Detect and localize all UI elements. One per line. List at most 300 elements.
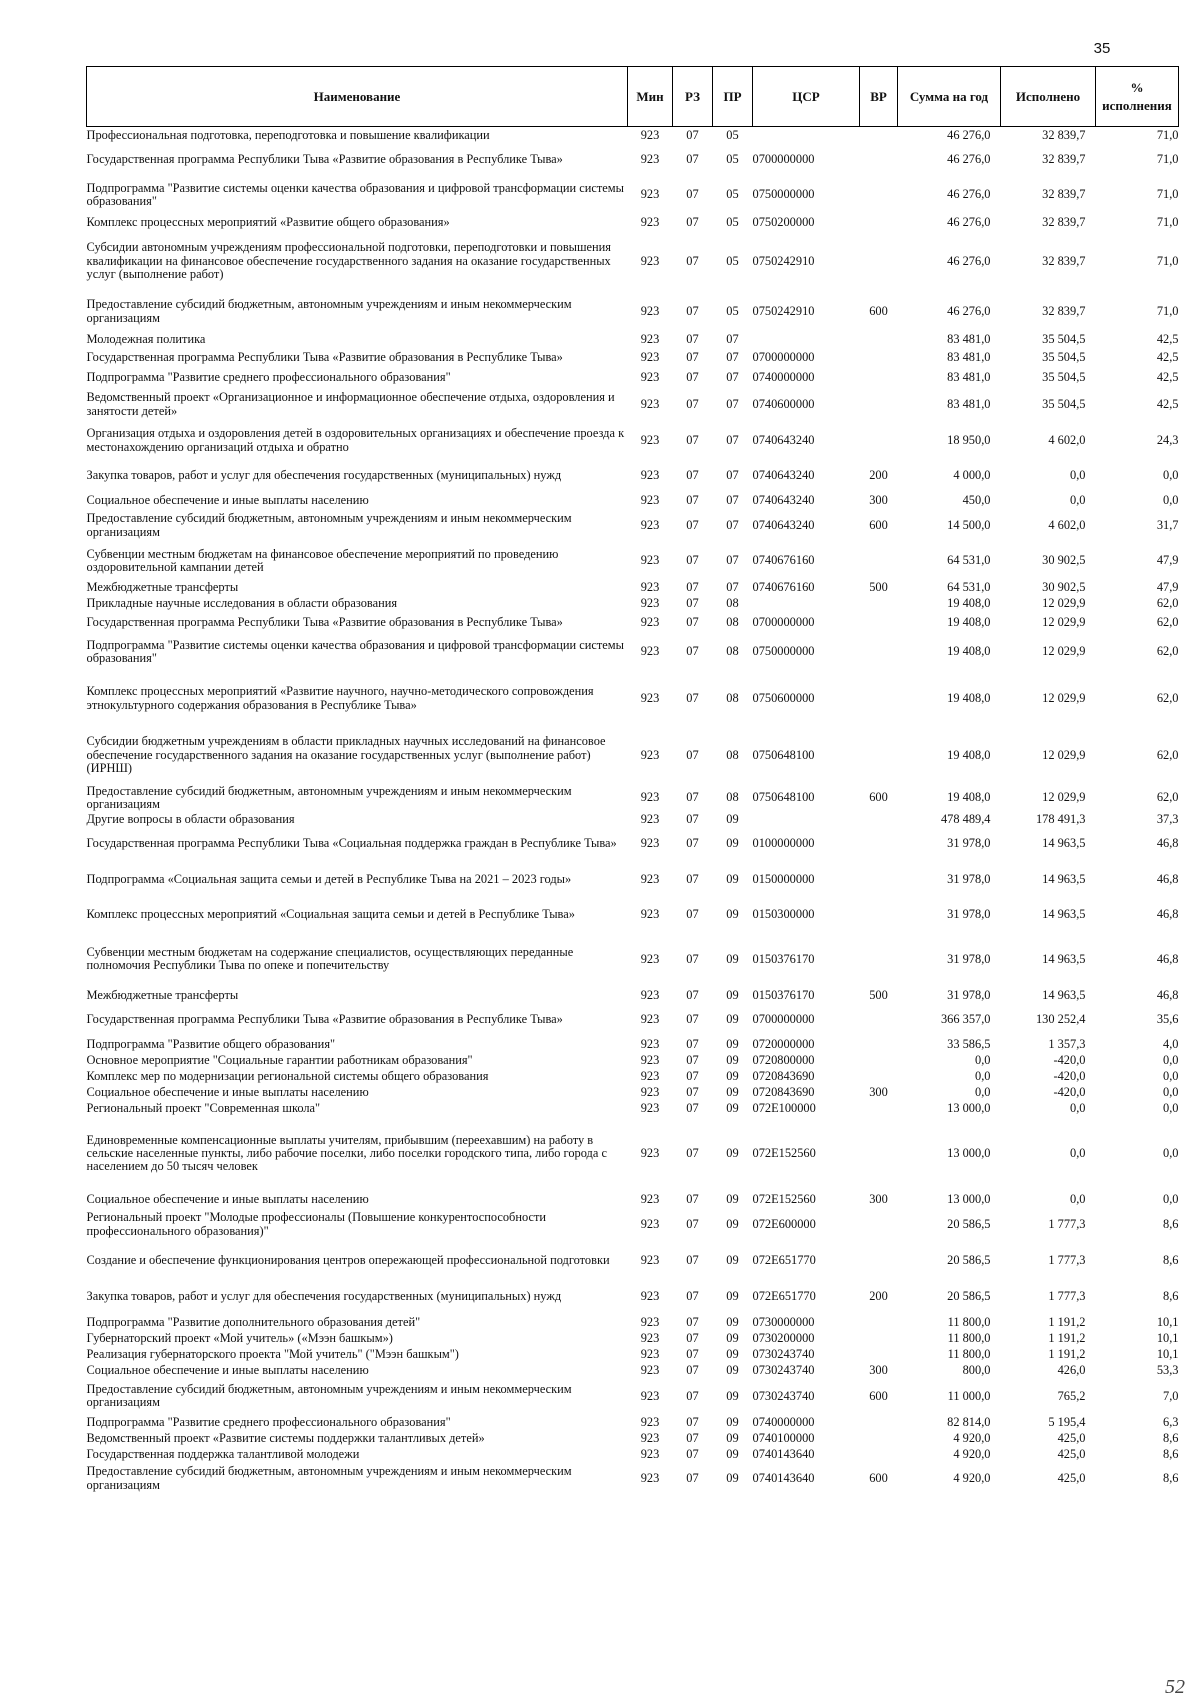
row-annual-sum: 19 408,0 xyxy=(947,790,991,805)
table-row xyxy=(87,543,1179,580)
row-executed: 35 504,5 xyxy=(1042,369,1086,384)
row-annual-sum: 83 481,0 xyxy=(947,396,991,411)
row-target-article: 0720000000 xyxy=(752,1036,815,1051)
row-subsection: 09 xyxy=(726,1388,739,1403)
row-annual-sum: 31 978,0 xyxy=(947,871,991,886)
table-row xyxy=(87,368,1179,388)
row-ministry: 923 xyxy=(640,1430,660,1445)
table-row xyxy=(87,1242,1179,1278)
row-name: Подпрограмма "Развитие среднего профессионального образования" xyxy=(86,1414,451,1429)
row-section: 07 xyxy=(686,1191,699,1206)
row-name: Закупка товаров, работ и услуг для обеспечения государственных (муниципальных) нужд xyxy=(86,468,562,483)
row-expense-type xyxy=(860,1430,898,1446)
row-execution-percent: 46,8 xyxy=(1156,951,1179,966)
row-name: Организация отдыха и оздоровления детей в оздоровительных организациях и обеспечение проезда к местонахождению организаций отдыха и обратно xyxy=(86,426,625,454)
row-executed: 1 191,2 xyxy=(1048,1314,1086,1329)
row-subsection: 09 xyxy=(726,1430,739,1445)
row-subsection: 09 xyxy=(726,987,739,1002)
row-executed: 14 963,5 xyxy=(1042,836,1086,851)
row-ministry: 923 xyxy=(640,396,660,411)
row-name: Региональный проект "Современная школа" xyxy=(86,1100,321,1115)
row-name: Другие вопросы в области образования xyxy=(86,811,295,826)
row-expense-type: 500 xyxy=(869,987,888,1002)
row-subsection: 09 xyxy=(726,1330,739,1345)
row-executed: 1 777,3 xyxy=(1048,1217,1086,1232)
row-expense-type xyxy=(860,543,898,580)
table-row xyxy=(87,214,1179,232)
row-expense-type xyxy=(860,1003,898,1036)
row-target-article: 0700000000 xyxy=(752,349,815,364)
row-annual-sum: 4 920,0 xyxy=(953,1430,991,1445)
row-target-article: 0750648100 xyxy=(752,790,815,805)
header-ministry: Мин xyxy=(628,67,673,127)
row-executed: 35 504,5 xyxy=(1042,349,1086,364)
row-subsection: 05 xyxy=(726,214,739,229)
row-name: Межбюджетные трансферты xyxy=(86,579,239,594)
row-executed: 0,0 xyxy=(1070,1191,1086,1206)
table-row xyxy=(87,1116,1179,1191)
row-target-article: 0750242910 xyxy=(752,303,815,318)
row-executed: 0,0 xyxy=(1070,1146,1086,1161)
row-name: Подпрограмма «Социальная защита семьи и детей в Республике Тыва на 2021 – 2023 годы» xyxy=(86,871,572,886)
row-section: 07 xyxy=(686,1100,699,1115)
row-execution-percent: 8,6 xyxy=(1163,1217,1179,1232)
row-name: Подпрограмма "Развитие среднего профессионального образования" xyxy=(86,369,451,384)
row-target-article: 0740600000 xyxy=(752,396,815,411)
row-section: 07 xyxy=(686,644,699,659)
row-name: Профессиональная подготовка, переподготовка и повышение квалификации xyxy=(86,127,490,142)
row-execution-percent: 8,6 xyxy=(1163,1288,1179,1303)
row-name: Межбюджетные трансферты xyxy=(86,987,239,1002)
table-row xyxy=(87,1036,1179,1052)
row-section: 07 xyxy=(686,1346,699,1361)
row-ministry: 923 xyxy=(640,553,660,568)
row-expense-type: 600 xyxy=(869,1388,888,1403)
table-row xyxy=(87,811,1179,827)
row-executed: 12 029,9 xyxy=(1042,614,1086,629)
table-row xyxy=(87,177,1179,214)
row-expense-type: 600 xyxy=(869,1471,888,1486)
row-target-article: 0740143640 xyxy=(752,1446,815,1461)
row-section: 07 xyxy=(686,1012,699,1027)
row-ministry: 923 xyxy=(640,349,660,364)
row-ministry: 923 xyxy=(640,747,660,762)
row-ministry: 923 xyxy=(640,127,660,142)
row-section: 07 xyxy=(686,349,699,364)
row-name: Предоставление субсидий бюджетным, автономным учреждениям и иным некоммерческим организациям xyxy=(86,297,572,325)
row-expense-type: 300 xyxy=(869,1084,888,1099)
row-executed: 425,0 xyxy=(1057,1446,1086,1461)
row-ministry: 923 xyxy=(640,790,660,805)
table-row xyxy=(87,1446,1179,1462)
row-annual-sum: 31 978,0 xyxy=(947,951,991,966)
row-expense-type xyxy=(860,612,898,634)
row-target-article: 072E100000 xyxy=(752,1100,816,1115)
row-section: 07 xyxy=(686,871,699,886)
row-ministry: 923 xyxy=(640,644,660,659)
row-execution-percent: 37,3 xyxy=(1156,811,1179,826)
row-executed: 765,2 xyxy=(1057,1388,1086,1403)
row-subsection: 08 xyxy=(726,644,739,659)
row-expense-type: 300 xyxy=(869,492,888,507)
row-execution-percent: 10,1 xyxy=(1156,1346,1179,1361)
table-row xyxy=(87,1378,1179,1414)
row-subsection: 09 xyxy=(726,1052,739,1067)
row-execution-percent: 46,8 xyxy=(1156,907,1179,922)
row-execution-percent: 8,6 xyxy=(1163,1446,1179,1461)
row-target-article: 0720843690 xyxy=(752,1068,815,1083)
row-ministry: 923 xyxy=(640,432,660,447)
row-target-article: 0750242910 xyxy=(752,253,815,268)
row-subsection: 05 xyxy=(726,151,739,166)
row-ministry: 923 xyxy=(640,492,660,507)
row-expense-type xyxy=(860,1330,898,1346)
table-row xyxy=(87,1084,1179,1100)
row-ministry: 923 xyxy=(640,836,660,851)
row-execution-percent: 0,0 xyxy=(1163,1084,1179,1099)
table-row xyxy=(87,671,1179,727)
budget-execution-table xyxy=(86,66,1179,1495)
row-ministry: 923 xyxy=(640,303,660,318)
row-section: 07 xyxy=(686,836,699,851)
row-subsection: 07 xyxy=(726,517,739,532)
row-target-article: 0150376170 xyxy=(752,987,815,1002)
row-expense-type xyxy=(860,634,898,671)
row-execution-percent: 10,1 xyxy=(1156,1314,1179,1329)
row-expense-type: 200 xyxy=(869,1288,888,1303)
row-ministry: 923 xyxy=(640,1314,660,1329)
row-execution-percent: 47,9 xyxy=(1156,553,1179,568)
row-name: Государственная программа Республики Тыва «Социальная поддержка граждан в Республике Тыва» xyxy=(86,836,617,851)
row-target-article xyxy=(753,811,860,827)
row-annual-sum: 800,0 xyxy=(962,1362,991,1377)
table-row xyxy=(87,931,1179,987)
table-row xyxy=(87,1191,1179,1207)
row-target-article: 0150000000 xyxy=(752,871,815,886)
row-section: 07 xyxy=(686,127,699,142)
table-row xyxy=(87,232,1179,292)
row-ministry: 923 xyxy=(640,331,660,346)
row-section: 07 xyxy=(686,595,699,610)
row-subsection: 09 xyxy=(726,1217,739,1232)
row-ministry: 923 xyxy=(640,1191,660,1206)
row-expense-type xyxy=(860,1346,898,1362)
row-ministry: 923 xyxy=(640,1084,660,1099)
row-name: Социальное обеспечение и иные выплаты населению xyxy=(86,1362,369,1377)
row-annual-sum: 19 408,0 xyxy=(947,690,991,705)
row-ministry: 923 xyxy=(640,951,660,966)
row-subsection: 07 xyxy=(726,369,739,384)
row-name: Предоставление субсидий бюджетным, автономным учреждениям и иным некоммерческим организациям xyxy=(86,783,572,811)
row-executed: 14 963,5 xyxy=(1042,871,1086,886)
row-execution-percent: 71,0 xyxy=(1156,214,1179,229)
row-execution-percent: 42,5 xyxy=(1156,331,1179,346)
row-target-article xyxy=(753,127,860,143)
row-executed: 30 902,5 xyxy=(1042,553,1086,568)
row-target-article: 0740100000 xyxy=(752,1430,815,1445)
row-annual-sum: 13 000,0 xyxy=(947,1100,991,1115)
row-execution-percent: 0,0 xyxy=(1163,1191,1179,1206)
row-ministry: 923 xyxy=(640,690,660,705)
row-execution-percent: 42,5 xyxy=(1156,369,1179,384)
row-target-article: 0720843690 xyxy=(752,1084,815,1099)
table-row xyxy=(87,580,1179,596)
row-expense-type xyxy=(860,1052,898,1068)
row-ministry: 923 xyxy=(640,369,660,384)
row-executed: 14 963,5 xyxy=(1042,907,1086,922)
row-target-article: 0740000000 xyxy=(752,1414,815,1429)
row-expense-type: 200 xyxy=(869,468,888,483)
row-executed: 0,0 xyxy=(1070,468,1086,483)
row-annual-sum: 4 920,0 xyxy=(953,1471,991,1486)
row-annual-sum: 83 481,0 xyxy=(947,369,991,384)
row-annual-sum: 19 408,0 xyxy=(947,644,991,659)
row-name: Субсидии бюджетным учреждениям в области прикладных научных исследований на финансовое обеспечение государственного задания на оказание государственных услуг (выполнение работ) (ИРНШ) xyxy=(86,734,606,776)
row-name: Комплекс процессных мероприятий «Социальная защита семьи и детей в Республике Тыва» xyxy=(86,907,575,922)
row-section: 07 xyxy=(686,790,699,805)
row-subsection: 09 xyxy=(726,1314,739,1329)
row-target-article: 0740643240 xyxy=(752,432,815,447)
row-section: 07 xyxy=(686,396,699,411)
row-subsection: 08 xyxy=(726,690,739,705)
row-ministry: 923 xyxy=(640,1012,660,1027)
row-section: 07 xyxy=(686,1217,699,1232)
row-target-article: 072E152560 xyxy=(752,1146,816,1161)
row-subsection: 09 xyxy=(726,1446,739,1461)
row-execution-percent: 53,3 xyxy=(1156,1362,1179,1377)
table-row xyxy=(87,727,1179,785)
table-row xyxy=(87,1278,1179,1314)
table-row xyxy=(87,1068,1179,1084)
row-section: 07 xyxy=(686,1252,699,1267)
row-name: Молодежная политика xyxy=(86,331,206,346)
row-execution-percent: 47,9 xyxy=(1156,579,1179,594)
row-section: 07 xyxy=(686,214,699,229)
table-row xyxy=(87,860,1179,898)
row-ministry: 923 xyxy=(640,1446,660,1461)
row-execution-percent: 42,5 xyxy=(1156,349,1179,364)
row-expense-type xyxy=(860,827,898,860)
row-subsection: 09 xyxy=(726,811,739,826)
row-subsection: 09 xyxy=(726,1362,739,1377)
row-annual-sum: 13 000,0 xyxy=(947,1191,991,1206)
row-ministry: 923 xyxy=(640,1388,660,1403)
row-executed: 12 029,9 xyxy=(1042,747,1086,762)
row-ministry: 923 xyxy=(640,468,660,483)
row-subsection: 09 xyxy=(726,1471,739,1486)
row-expense-type xyxy=(860,1036,898,1052)
row-target-article: 0700000000 xyxy=(752,151,815,166)
row-annual-sum: 11 800,0 xyxy=(947,1314,991,1329)
row-annual-sum: 19 408,0 xyxy=(947,747,991,762)
row-subsection: 09 xyxy=(726,951,739,966)
row-target-article: 072E651770 xyxy=(752,1252,816,1267)
row-subsection: 08 xyxy=(726,747,739,762)
row-subsection: 07 xyxy=(726,432,739,447)
row-executed: 12 029,9 xyxy=(1042,595,1086,610)
row-section: 07 xyxy=(686,303,699,318)
header-executed: Исполнено xyxy=(1001,67,1096,127)
row-target-article: 0700000000 xyxy=(752,1012,815,1027)
table-row xyxy=(87,1314,1179,1330)
row-annual-sum: 11 000,0 xyxy=(947,1388,991,1403)
table-row xyxy=(87,1362,1179,1378)
row-name: Предоставление субсидий бюджетным, автономным учреждениям и иным некоммерческим организациям xyxy=(86,1464,572,1492)
row-execution-percent: 8,6 xyxy=(1163,1252,1179,1267)
row-execution-percent: 62,0 xyxy=(1156,595,1179,610)
header-target-article: ЦСР xyxy=(753,67,860,127)
row-subsection: 08 xyxy=(726,595,739,610)
row-execution-percent: 0,0 xyxy=(1163,1052,1179,1067)
row-section: 07 xyxy=(686,369,699,384)
row-target-article: 0740000000 xyxy=(752,369,815,384)
row-target-article: 0740643240 xyxy=(752,492,815,507)
row-subsection: 09 xyxy=(726,1252,739,1267)
row-executed: 5 195,4 xyxy=(1048,1414,1086,1429)
row-subsection: 07 xyxy=(726,468,739,483)
row-subsection: 09 xyxy=(726,1146,739,1161)
row-section: 07 xyxy=(686,151,699,166)
row-ministry: 923 xyxy=(640,1146,660,1161)
row-expense-type xyxy=(860,1207,898,1242)
row-expense-type xyxy=(860,1446,898,1462)
row-section: 07 xyxy=(686,517,699,532)
table-row xyxy=(87,1100,1179,1116)
row-annual-sum: 478 489,4 xyxy=(940,811,991,826)
header-expense-type: ВР xyxy=(860,67,898,127)
row-annual-sum: 13 000,0 xyxy=(947,1146,991,1161)
table-row xyxy=(87,596,1179,612)
row-expense-type xyxy=(860,1100,898,1116)
row-expense-type xyxy=(860,1314,898,1330)
row-name: Государственная программа Республики Тыва «Развитие образования в Республике Тыва» xyxy=(86,614,563,629)
row-annual-sum: 83 481,0 xyxy=(947,331,991,346)
row-section: 07 xyxy=(686,1084,699,1099)
row-section: 07 xyxy=(686,1068,699,1083)
row-expense-type xyxy=(860,671,898,727)
row-subsection: 05 xyxy=(726,127,739,142)
row-execution-percent: 71,0 xyxy=(1156,303,1179,318)
row-subsection: 09 xyxy=(726,1288,739,1303)
row-section: 07 xyxy=(686,1430,699,1445)
row-annual-sum: 83 481,0 xyxy=(947,349,991,364)
row-target-article xyxy=(753,332,860,348)
row-executed: 1 191,2 xyxy=(1048,1346,1086,1361)
row-target-article: 0750000000 xyxy=(752,187,815,202)
row-execution-percent: 10,1 xyxy=(1156,1330,1179,1345)
row-execution-percent: 6,3 xyxy=(1163,1414,1179,1429)
row-ministry: 923 xyxy=(640,579,660,594)
row-section: 07 xyxy=(686,1388,699,1403)
row-expense-type: 300 xyxy=(869,1362,888,1377)
row-expense-type xyxy=(860,232,898,292)
table-row xyxy=(87,785,1179,812)
row-ministry: 923 xyxy=(640,214,660,229)
row-name: Комплекс процессных мероприятий «Развитие общего образования» xyxy=(86,214,450,229)
row-subsection: 07 xyxy=(726,349,739,364)
row-expense-type xyxy=(860,1116,898,1191)
page-number: 35 xyxy=(1093,40,1111,57)
row-name: Прикладные научные исследования в области образования xyxy=(86,595,398,610)
row-section: 07 xyxy=(686,1288,699,1303)
row-execution-percent: 0,0 xyxy=(1163,468,1179,483)
row-execution-percent: 62,0 xyxy=(1156,790,1179,805)
row-ministry: 923 xyxy=(640,1330,660,1345)
header-name: Наименование xyxy=(87,67,628,127)
row-ministry: 923 xyxy=(640,253,660,268)
row-subsection: 05 xyxy=(726,253,739,268)
row-expense-type xyxy=(860,898,898,931)
row-subsection: 07 xyxy=(726,553,739,568)
row-target-article: 072E152560 xyxy=(752,1191,816,1206)
row-ministry: 923 xyxy=(640,151,660,166)
row-execution-percent: 4,0 xyxy=(1163,1036,1179,1051)
row-expense-type xyxy=(860,348,898,368)
row-expense-type xyxy=(860,143,898,177)
row-annual-sum: 31 978,0 xyxy=(947,987,991,1002)
table-row xyxy=(87,388,1179,422)
row-target-article: 0750000000 xyxy=(752,644,815,659)
table-row xyxy=(87,1462,1179,1495)
row-execution-percent: 42,5 xyxy=(1156,396,1179,411)
row-target-article: 0720800000 xyxy=(752,1052,815,1067)
row-section: 07 xyxy=(686,811,699,826)
row-annual-sum: 20 586,5 xyxy=(947,1252,991,1267)
table-row xyxy=(87,127,1179,143)
row-executed: 14 963,5 xyxy=(1042,987,1086,1002)
table-row xyxy=(87,898,1179,931)
row-name: Единовременные компенсационные выплаты учителям, прибывшим (переехавшим) на работу в сельские населенные пункты, либо рабочие поселки, либо поселки городского типа, либо города с населением до 50 тысяч человек xyxy=(86,1132,607,1174)
row-annual-sum: 46 276,0 xyxy=(947,151,991,166)
row-subsection: 09 xyxy=(726,871,739,886)
header-section: РЗ xyxy=(673,67,713,127)
row-expense-type xyxy=(860,1414,898,1430)
row-execution-percent: 8,6 xyxy=(1163,1471,1179,1486)
row-name: Региональный проект "Молодые профессионалы (Повышение конкурентоспособности профессионального образования)" xyxy=(86,1210,547,1238)
row-annual-sum: 366 357,0 xyxy=(940,1012,991,1027)
row-executed: 32 839,7 xyxy=(1042,151,1086,166)
row-section: 07 xyxy=(686,1036,699,1051)
row-ministry: 923 xyxy=(640,1414,660,1429)
table-row xyxy=(87,1052,1179,1068)
row-annual-sum: 19 408,0 xyxy=(947,595,991,610)
header-execution-percent: % исполнения xyxy=(1096,67,1179,127)
row-expense-type: 300 xyxy=(869,1191,888,1206)
row-expense-type: 500 xyxy=(869,579,888,594)
row-execution-percent: 71,0 xyxy=(1156,151,1179,166)
row-expense-type xyxy=(860,931,898,987)
row-section: 07 xyxy=(686,579,699,594)
header-subsection: ПР xyxy=(713,67,753,127)
table-row xyxy=(87,987,1179,1003)
row-target-article: 0730200000 xyxy=(752,1330,815,1345)
row-target-article: 0150376170 xyxy=(752,951,815,966)
row-executed: -420,0 xyxy=(1053,1068,1086,1083)
row-execution-percent: 71,0 xyxy=(1156,187,1179,202)
row-executed: 1 357,3 xyxy=(1048,1036,1086,1051)
table-row xyxy=(87,634,1179,671)
row-section: 07 xyxy=(686,1146,699,1161)
corner-mark: 52 xyxy=(1165,1676,1185,1698)
table-row xyxy=(87,509,1179,543)
row-executed: 14 963,5 xyxy=(1042,951,1086,966)
row-section: 07 xyxy=(686,907,699,922)
row-executed: 1 777,3 xyxy=(1048,1252,1086,1267)
table-row xyxy=(87,348,1179,368)
row-target-article: 0730000000 xyxy=(752,1314,815,1329)
row-annual-sum: 4 000,0 xyxy=(953,468,991,483)
row-annual-sum: 31 978,0 xyxy=(947,907,991,922)
